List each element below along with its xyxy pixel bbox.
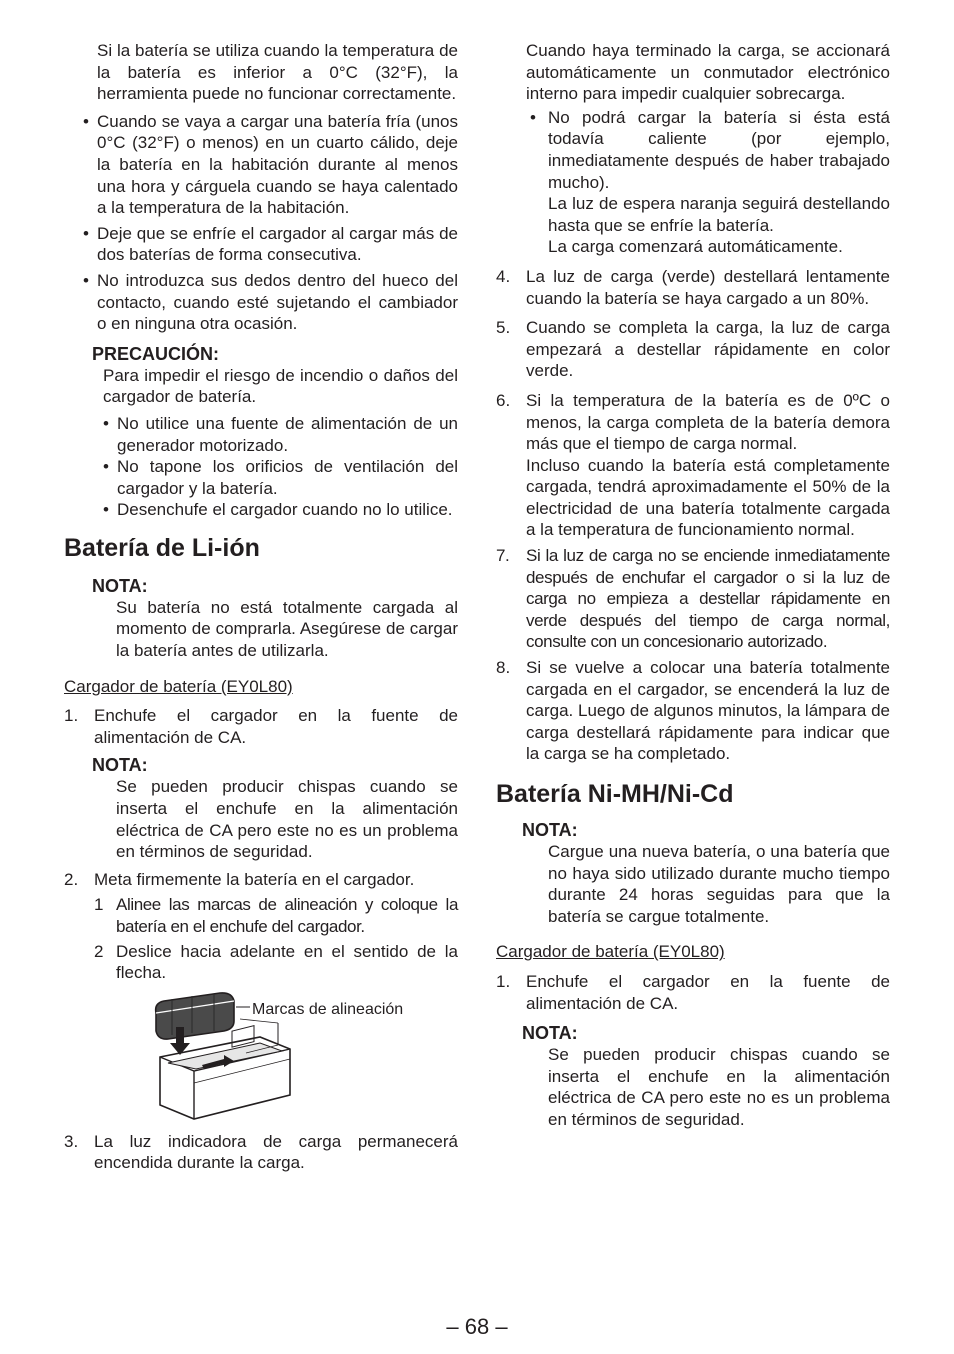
note-block xyxy=(496,819,890,927)
bullet-continuation: La carga comenzará automáticamente. xyxy=(548,237,843,257)
note-title: NOTA: xyxy=(522,1023,578,1044)
item-continuation: Incluso cuando la batería está completamente cargada, tendrá aproximadamente el 50% de la electricidad de una batería totalmente cargada a la temperatura de funcionamiento normal. xyxy=(526,455,890,540)
item-text: Si la temperatura de la batería es de 0ºC o menos, la carga completa de la batería demora más que el tiempo de carga normal. xyxy=(526,390,890,454)
charger-heading: Cargador de batería (EY0L80) xyxy=(64,676,293,696)
instruction-list-2 xyxy=(64,869,458,891)
section-title-li-ion: Batería de Li-ión xyxy=(64,533,260,562)
note-block-2 xyxy=(64,754,458,862)
sub-step-text: Alinee las marcas de alineación y coloque la batería en el enchufe del cargador. xyxy=(116,895,458,936)
instruction-list xyxy=(64,705,458,748)
note-block xyxy=(64,575,458,662)
bullet-item: • Deje que se enfríe el cargador al cargar más de dos baterías de forma consecutiva. xyxy=(64,223,458,266)
caution-bullet: • No utilice una fuente de alimentación de un generador motorizado. xyxy=(64,413,458,456)
item-text: Si la luz de carga no se enciende inmediatamente después de enchufar el cargador o si la luz de carga no empieza a destellar rápidamente en verde después del tiempo de carga normal, consulte con un concesionario autorizado. xyxy=(526,546,890,652)
warning-bullet-list xyxy=(64,111,458,335)
item-number: 1. xyxy=(64,706,79,726)
caution-block xyxy=(64,343,458,408)
note-text: Se pueden producir chispas cuando se inserta el enchufe en la alimentación eléctrica de CA pero este no es un problema en términos de seguridad. xyxy=(548,1045,890,1129)
note-title: NOTA: xyxy=(92,755,148,776)
instruction-item-2 xyxy=(64,869,458,891)
caution-bullet: • No tapone los orificios de ventilación del cargador y la batería. xyxy=(64,456,458,499)
caution-bullet-list xyxy=(64,413,458,521)
instruction-item-3 xyxy=(64,1131,458,1174)
sub-step-number: 1 xyxy=(94,895,104,915)
note-text: Se pueden producir chispas cuando se inserta el enchufe en la alimentación eléctrica de CA pero este no es un problema en términos de seguridad. xyxy=(116,777,458,862)
caution-title: PRECAUCIÓN: xyxy=(92,343,220,364)
bullet-text: No podrá cargar la batería si ésta está todavía caliente (por ejemplo, inmediatamente después de haber trabajado mucho). xyxy=(548,107,890,192)
section-title-ni-mh: Batería Ni-MH/Ni-Cd xyxy=(496,780,734,808)
note-block-2 xyxy=(496,1022,890,1130)
charger-illustration xyxy=(64,987,458,1127)
sub-step xyxy=(64,941,458,984)
sub-steps xyxy=(64,894,458,983)
caution-text: Para impedir el riesgo de incendio o daños del cargador de batería. xyxy=(103,365,458,407)
item-text: Cuando se completa la carga, la luz de carga empezará a destellar rápidamente en color verde. xyxy=(526,318,890,381)
note-title: NOTA: xyxy=(522,820,578,840)
bullet-item: • No introduzca sus dedos dentro del hueco del contacto, cuando esté sujetando el cambiador o en ninguna otra ocasión. xyxy=(64,270,458,335)
item-number: 3. xyxy=(64,1131,79,1151)
sub-step xyxy=(64,894,458,937)
figure-label-alignment-marks: Marcas de alineación xyxy=(252,1000,404,1018)
instruction-item-4 xyxy=(496,266,890,309)
sub-step-number: 2 xyxy=(94,941,104,961)
instruction-item-7 xyxy=(496,545,890,653)
page-number: – 68 – xyxy=(446,1314,508,1339)
hot-battery-bullet-list xyxy=(496,107,890,193)
item-number: 5. xyxy=(496,318,511,338)
item-number: 2. xyxy=(64,869,79,889)
note-title: NOTA: xyxy=(92,575,148,596)
instruction-list xyxy=(496,971,890,1014)
bullet-item xyxy=(496,107,890,193)
item-text: La luz indicadora de carga permanecerá encendida durante la carga. xyxy=(94,1131,458,1173)
bullet-continuation: La luz de espera naranja seguirá destellando hasta que se enfríe la batería. xyxy=(548,194,890,235)
left-column xyxy=(64,40,458,1174)
intro-paragraph: Si la batería se utiliza cuando la temperatura de la batería es inferior a 0°C (32°F), la herramienta puede no funcionar correctamente. xyxy=(97,41,458,104)
item-number: 7. xyxy=(496,546,510,566)
item-text: La luz de carga (verde) destellará lentamente cuando la batería se haya cargado a un 80%. xyxy=(526,266,890,308)
note-text: Su batería no está totalmente cargada al momento de comprarla. Asegúrese de cargar la batería antes de utilizarla. xyxy=(116,597,458,661)
caution-bullet: • Desenchufe el cargador cuando no lo utilice. xyxy=(64,499,458,521)
instruction-list-3 xyxy=(64,1131,458,1174)
item-number: 1. xyxy=(496,971,511,991)
auto-switch-paragraph: Cuando haya terminado la carga, se accionará automáticamente un conmutador electrónico interno para impedir cualquier sobrecarga. xyxy=(526,41,890,104)
instruction-item-1 xyxy=(64,705,458,748)
bullet-item: • Cuando se vaya a cargar una batería fría (unos 0°C (32°F) o menos) en un cuarto cálido, deje la batería en la habitación durante al menos una hora y cárguela cuando se haya calentado a la temperatura de la habitación. xyxy=(64,111,458,219)
charge-status-list xyxy=(496,266,890,765)
right-column xyxy=(496,40,890,1131)
item-number: 4. xyxy=(496,266,511,286)
item-text: Meta firmemente la batería en el cargador. xyxy=(94,869,415,889)
item-text: Enchufe el cargador en la fuente de alimentación de CA. xyxy=(94,706,458,747)
instruction-item-1 xyxy=(496,971,890,1014)
instruction-item-5 xyxy=(496,317,890,382)
item-number: 6. xyxy=(496,390,511,410)
charger-heading: Cargador de batería (EY0L80) xyxy=(496,942,725,962)
sub-step-text: Deslice hacia adelante en el sentido de la flecha. xyxy=(116,941,458,983)
item-text: Si se vuelve a colocar una batería totalmente cargada en el cargador, se encenderá la luz de carga. Luego de algunos minutos, la lámpara de carga destellará rápidamente para indicar que la carga se ha completado. xyxy=(526,658,890,764)
instruction-item-8 xyxy=(496,657,890,765)
item-number: 8. xyxy=(496,658,511,678)
item-text: Enchufe el cargador en la fuente de alimentación de CA. xyxy=(526,971,890,1013)
instruction-item-6 xyxy=(496,390,890,541)
note-text: Cargue una nueva batería, o una batería que no haya sido utilizado durante mucho tiempo durante 24 horas seguidas para que la batería se cargue totalmente. xyxy=(548,842,890,926)
